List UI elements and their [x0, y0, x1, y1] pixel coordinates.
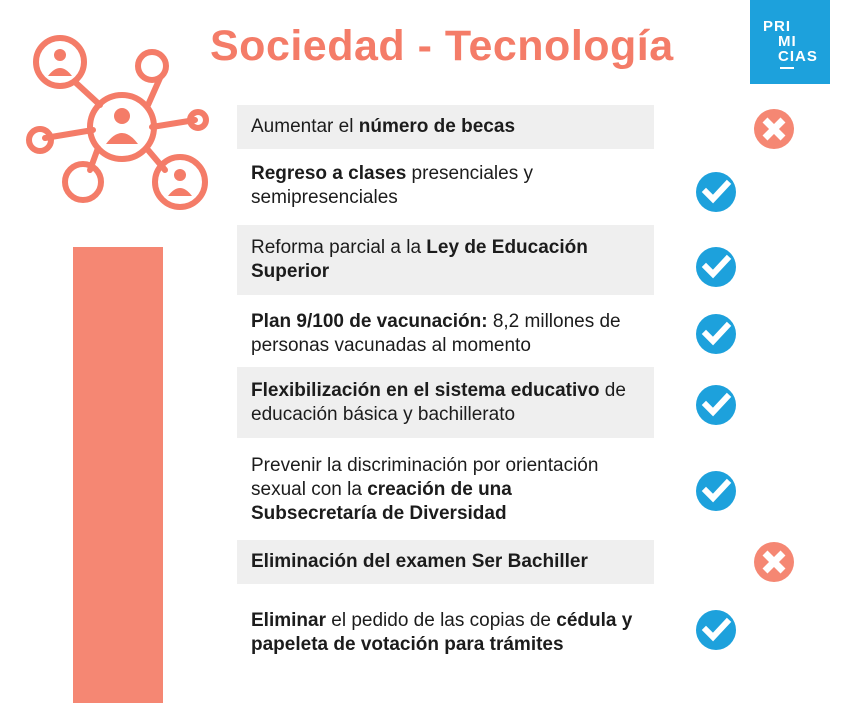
check-circle-icon [695, 246, 737, 288]
logo-line-1: PRI [763, 18, 792, 35]
list-item-text [251, 236, 640, 284]
text: presenciales y semipresenciales [251, 163, 533, 208]
text: el pedido de las copias de [325, 610, 557, 631]
bold-text: Eliminación del examen Ser Bachiller [251, 551, 588, 572]
bold-text: Ley de Educación Superior [251, 237, 588, 282]
cross-circle-icon [753, 541, 795, 583]
list-item [237, 105, 654, 149]
list-item-text [251, 454, 640, 526]
list-item [237, 225, 654, 295]
list-item [237, 367, 654, 438]
list-item [237, 588, 654, 678]
people-network-icon [20, 30, 210, 210]
page-title: Sociedad - Tecnología [210, 22, 674, 70]
bold-text: número de becas [358, 116, 516, 137]
list-item-text [251, 609, 640, 657]
text: Aumentar el [251, 116, 359, 137]
text: Reforma parcial a la [251, 237, 427, 258]
check-circle-icon [695, 384, 737, 426]
bold-text: Flexibilización en el sistema educativo [251, 379, 600, 401]
text: Prevenir la discriminación por orientación sexual con la [251, 454, 599, 500]
bold-text: creación de una Subsecretaría de Diversidad [251, 478, 512, 524]
list-item [237, 443, 654, 536]
logo-underline [780, 67, 794, 69]
bold-text: Regreso a clases [251, 163, 407, 184]
list-item [237, 151, 654, 221]
list-item-text [251, 310, 640, 358]
bold-text: cédula y papeleta de votación para trámites [251, 610, 633, 655]
check-circle-icon [695, 609, 737, 651]
text: 8,2 millones de personas vacunadas al momento [251, 311, 621, 356]
bold-text: Eliminar [251, 610, 326, 631]
check-circle-icon [695, 171, 737, 213]
brand-logo [750, 0, 830, 84]
check-circle-icon [695, 313, 737, 355]
check-circle-icon [695, 470, 737, 512]
list-item-text [251, 550, 588, 574]
list-item-text [251, 379, 640, 427]
logo-line-2: MI [778, 33, 797, 50]
list-item [237, 299, 654, 369]
list-item-text [251, 115, 515, 139]
logo-line-3: CIAS [778, 48, 818, 65]
bold-text: Plan 9/100 de vacunación: [251, 311, 488, 332]
text: de educación básica y bachillerato [251, 379, 626, 425]
list-item [237, 540, 654, 584]
decorative-side-bar [73, 247, 163, 703]
cross-circle-icon [753, 108, 795, 150]
list-item-text [251, 162, 640, 210]
